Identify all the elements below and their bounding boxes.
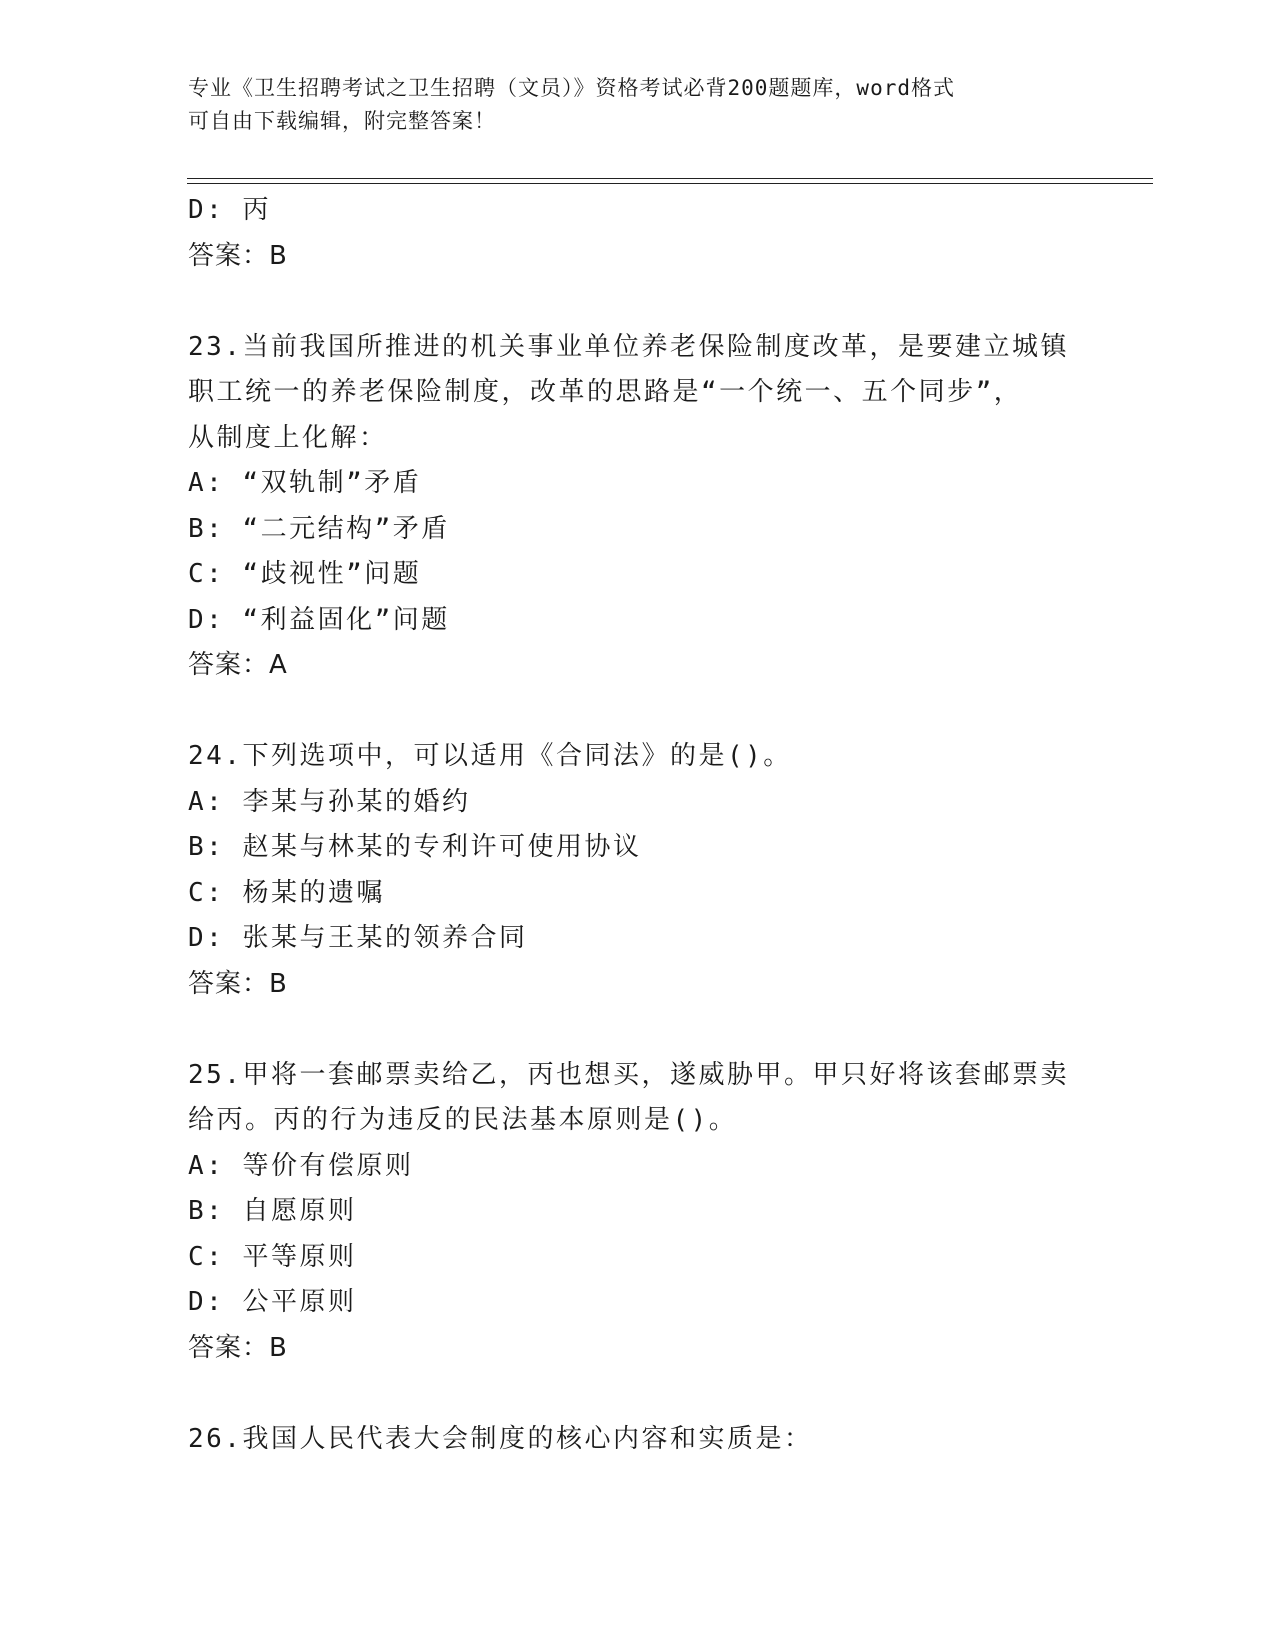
header-line-2: 可自由下载编辑，附完整答案！ xyxy=(188,109,496,133)
question-list xyxy=(188,188,1088,1462)
question-stem-line: 26.我国人民代表大会制度的核心内容和实质是： xyxy=(188,1423,813,1454)
header-divider-bottom xyxy=(187,183,1153,184)
option-a: A: 等价有偿原则 xyxy=(188,1150,414,1181)
question-24 xyxy=(188,734,1088,1007)
question-stem-line: 24.下列选项中，可以适用《合同法》的是()。 xyxy=(188,741,792,771)
document-header xyxy=(188,72,1068,138)
question-23 xyxy=(188,325,1088,689)
option-d: D: 丙 xyxy=(188,195,271,225)
option-a: A: 李某与孙某的婚约 xyxy=(188,786,471,817)
option-b: B: “二元结构”矛盾 xyxy=(188,513,450,544)
header-line-1: 专业《卫生招聘考试之卫生招聘（文员）》资格考试必背200题题库，word格式 xyxy=(188,76,955,100)
answer-label: 答案：B xyxy=(188,968,288,999)
option-d: D: “利益固化”问题 xyxy=(188,604,450,635)
option-c: C: 平等原则 xyxy=(188,1241,357,1272)
question-26 xyxy=(188,1417,1088,1463)
question-stem-line: 职工统一的养老保险制度，改革的思路是“一个统一、五个同步”， xyxy=(188,377,1023,407)
option-c: C: “歧视性”问题 xyxy=(188,559,422,589)
question-stem-line: 23.当前我国所推进的机关事业单位养老保险制度改革，是要建立城镇 xyxy=(188,331,1069,362)
header-divider-top xyxy=(187,178,1153,179)
spacer xyxy=(188,1007,1088,1053)
answer-label: 答案：B xyxy=(188,1332,288,1363)
question-stem-line: 25.甲将一套邮票卖给乙，丙也想买，遂威胁甲。甲只好将该套邮票卖 xyxy=(188,1059,1069,1090)
question-stem-line: 从制度上化解： xyxy=(188,422,388,453)
question-25 xyxy=(188,1053,1088,1372)
option-b: B: 自愿原则 xyxy=(188,1196,357,1226)
option-c: C: 杨某的遗嘱 xyxy=(188,877,385,908)
option-a: A: “双轨制”矛盾 xyxy=(188,468,422,498)
option-b: B: 赵某与林某的专利许可使用协议 xyxy=(188,832,642,862)
spacer xyxy=(188,689,1088,735)
answer-label: 答案：B xyxy=(188,240,288,271)
question-stem-line: 给丙。丙的行为违反的民法基本原则是()。 xyxy=(188,1105,738,1135)
spacer xyxy=(188,279,1088,325)
answer-label: 答案：A xyxy=(188,650,288,680)
option-d: D: 张某与王某的领养合同 xyxy=(188,923,528,953)
spacer xyxy=(188,1371,1088,1417)
option-d: D: 公平原则 xyxy=(188,1287,357,1317)
question-22-tail xyxy=(188,188,1088,279)
